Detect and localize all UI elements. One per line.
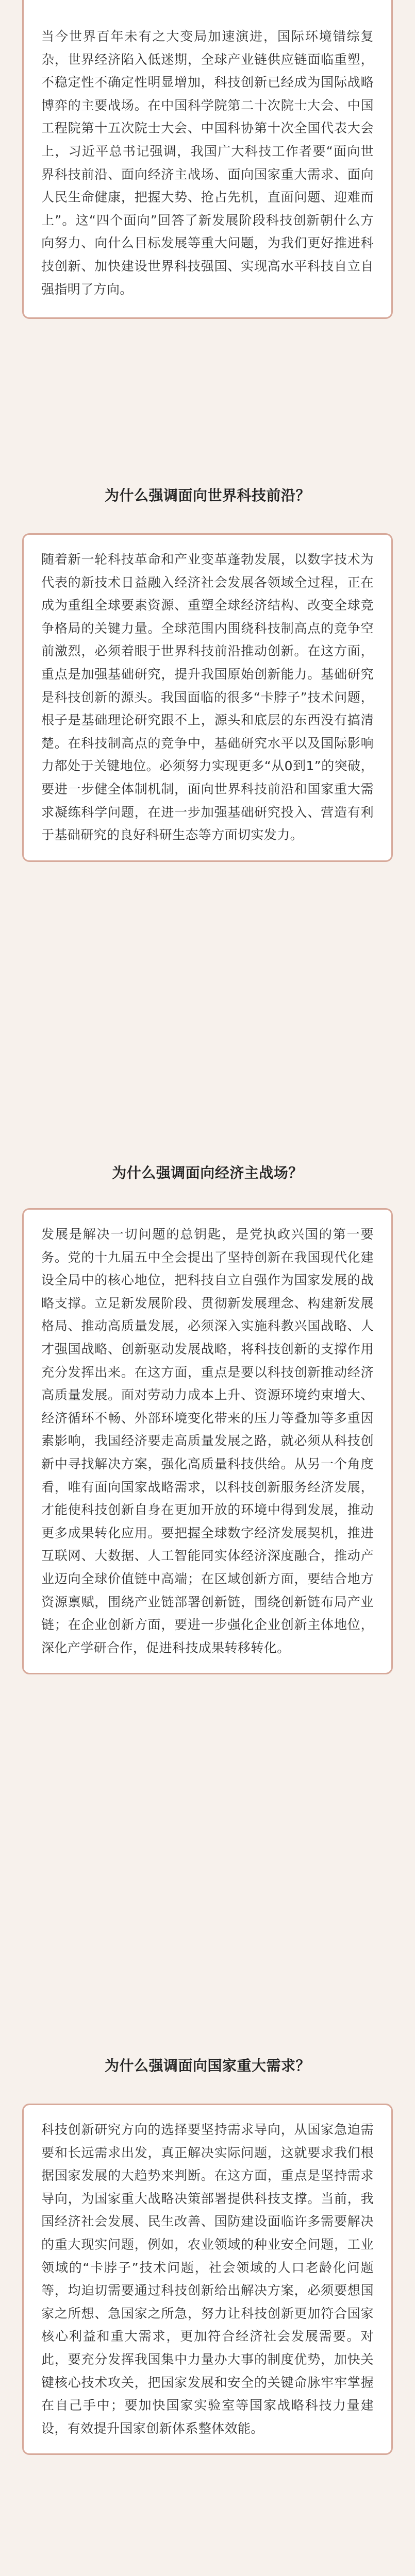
section-card-national-needs (22, 2104, 393, 2455)
section-card-frontier (22, 533, 393, 862)
intro-card (22, 0, 393, 319)
section-card-economy (22, 1208, 393, 1674)
section-paragraph: 随着新一轮科技革命和产业变革蓬勃发展，以数字技术为代表的新技术日益融入经济社会发展各领域全过程，正在成为重组全球要素资源、重塑全球经济结构、改变全球竞争格局的关键力量。全球范围内围绕科技制高点的竞争空前激烈，必须着眼于世界科技前沿推动创新。在这方面，重点是加强基础研究，提升我国原始创新能力。基础研究是科技创新的源头。我国面临的很多“卡脖子”技术问题，根子是基础理论研究跟不上，源头和底层的东西没有搞清楚。在科技制高点的竞争中，基础研究水平以及国际影响力都处于关键地位。必须努力实现更多“从0到1”的突破，要进一步健全体制机制，面向世界科技前沿和国家重大需求凝练科学问题，在进一步加强基础研究投入、营造有利于基础研究的良好科研生态等方面切实发力。 (41, 552, 374, 843)
section-paragraph: 发展是解决一切问题的总钥匙，是党执政兴国的第一要务。党的十九届五中全会提出了坚持创新在我国现代化建设全局中的核心地位，把科技自立自强作为国家发展的战略支撑。立足新发展阶段、贯彻新发展理念、构建新发展格局、推动高质量发展，必须深入实施科教兴国战略、人才强国战略、创新驱动发展战略，将科技创新的支撑作用充分发挥出来。在这方面，重点是要以科技创新推动经济高质量发展。面对劳动力成本上升、资源环境约束增大、经济循环不畅、外部环境变化带来的压力等叠加等多重因素影响，我国经济要走高质量发展之路，就必须从科技创新中寻找解决方案，强化高质量科技供给。从另一个角度看，唯有面向国家战略需求，以科技创新服务经济发展，才能使科技创新自身在更加开放的环境中得到发展，推动更多成果转化应用。要把握全球数字经济发展契机，推进互联网、大数据、人工智能同实体经济深度融合，推动产业迈向全球价值链中高端；在区域创新方面，要结合地方资源禀赋，围绕产业链部署创新链，围绕创新链布局产业链；在企业创新方面，要进一步强化企业创新主体地位，深化产学研合作，促进科技成果转移转化。 (41, 1227, 374, 1655)
intro-paragraph: 当今世界百年未有之大变局加速演进，国际环境错综复杂，世界经济陷入低迷期，全球产业链供应链面临重塑，不稳定性不确定性明显增加，科技创新已经成为国际战略博弈的主要战场。在中国科学院第二十次院士大会、中国工程院第十五次院士大会、中国科协第十次全国代表大会上，习近平总书记强调，我国广大科技工作者要“面向世界科技前沿、面向经济主战场、面向国家重大需求、面向人民生命健康，把握大势、抢占先机，直面问题、迎难而上”。这“四个面向”回答了新发展阶段科技创新朝什么方向努力、向什么目标发展等重大问题，为我们更好推进科技创新、加快建设世界科技强国、实现高水平科技自立自强指明了方向。 (41, 29, 374, 297)
section-title-economy: 为什么强调面向经济主战场？ (112, 1164, 303, 1181)
section-title-national-needs: 为什么强调面向国家重大需求？ (104, 2057, 310, 2074)
section-paragraph: 科技创新研究方向的选择要坚持需求导向，从国家急迫需要和长远需求出发，真正解决实际问题，这就要求我们根据国家发展的大趋势来判断。在这方面，重点是坚持需求导向，为国家重大战略决策部署提供科技支撑。当前，我国经济社会发展、民生改善、国防建设面临许多需要解决的重大现实问题，例如，农业领域的种业安全问题，工业领域的“卡脖子”技术问题，社会领域的人口老龄化问题等，均迫切需要通过科技创新给出解决方案，必须要想国家之所想、急国家之所急，努力让科技创新更加符合国家核心利益和重大需求，更加符合经济社会发展需要。对此，要充分发挥我国集中力量办大事的制度优势，加快关键核心技术攻关，把国家发展和安全的关键命脉牢牢掌握在自己手中；要加快国家实验室等国家战略科技力量建设，有效提升国家创新体系整体效能。 (41, 2122, 374, 2436)
section-title-frontier: 为什么强调面向世界科技前沿？ (104, 487, 310, 504)
